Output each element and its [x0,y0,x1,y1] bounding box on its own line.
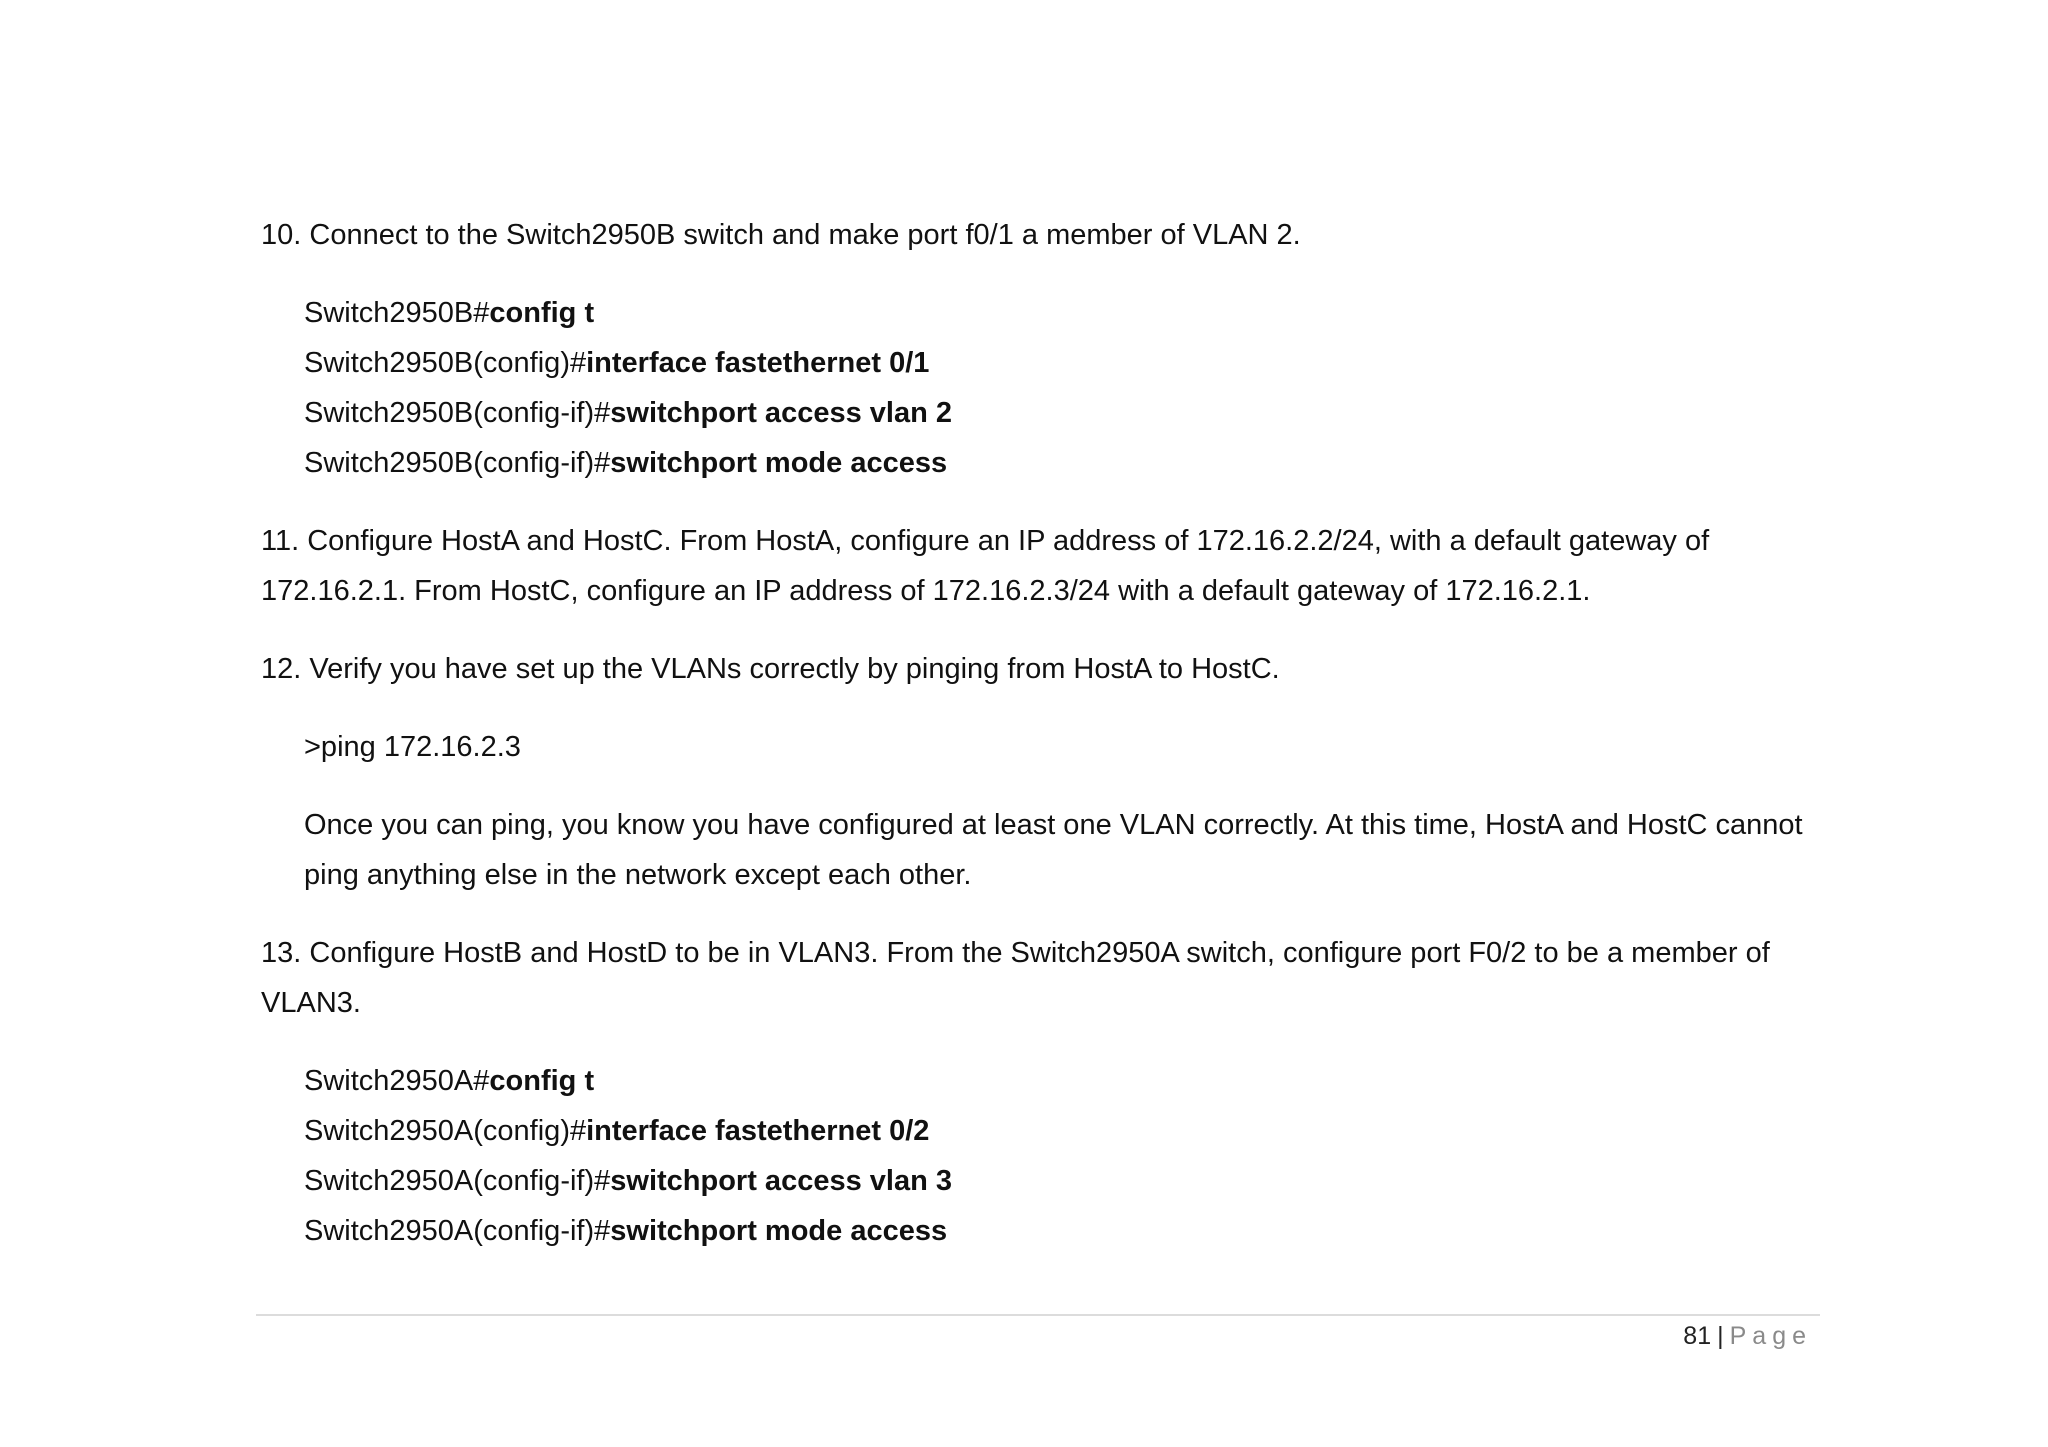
step-10-commands [261,288,1821,488]
page-footer [1683,1318,1812,1354]
step-11-line-1: 11. Configure HostA and HostC. From HostA, configure an IP address of 172.16.2.2/24, with a default gateway of [261,525,1710,557]
command-text: interface fastethernet 0/2 [586,1115,930,1147]
step-11-line-2: 172.16.2.1. From HostC, configure an IP address of 172.16.2.3/24 with a default gateway of 172.16.2.1. [261,575,1591,607]
command-line [304,288,1821,338]
command-line [304,438,1821,488]
command-text: config t [489,297,595,329]
step-12-note-line-1: Once you can ping, you know you have configured at least one VLAN correctly. At this time, HostA and HostC cannot [304,809,1803,841]
command-prompt: Switch2950B# [304,297,490,329]
command-text: switchport access vlan 2 [610,397,952,429]
command-prompt: Switch2950A(config)# [304,1115,587,1147]
step-12-note-line-2: ping anything else in the network except each other. [304,859,972,891]
step-13-line-2: VLAN3. [261,987,361,1019]
step-12-text: 12. Verify you have set up the VLANs correctly by pinging from HostA to HostC. [261,653,1280,685]
command-prompt: Switch2950B(config-if)# [304,447,611,479]
command-prompt: Switch2950A(config-if)# [304,1215,611,1247]
page-number: 81 [1683,1322,1712,1350]
footer-divider [256,1314,1820,1316]
step-12-note [261,800,1821,900]
command-prompt: Switch2950A# [304,1065,490,1097]
command-line [304,1056,1821,1106]
command-text: switchport mode access [610,447,948,479]
footer-separator: | [1717,1322,1724,1350]
command-line [304,1106,1821,1156]
page-label: Page [1729,1322,1812,1350]
command-text: switchport access vlan 3 [610,1165,952,1197]
command-line [304,388,1821,438]
step-11-text [261,516,1821,616]
ping-command: >ping 172.16.2.3 [304,731,521,763]
step-13-line-1: 13. Configure HostB and HostD to be in VLAN3. From the Switch2950A switch, configure port F0/2 to be a member of [261,937,1770,969]
command-line [304,1206,1821,1256]
step-13-commands [261,1056,1821,1256]
command-text: config t [489,1065,595,1097]
command-prompt: Switch2950B(config-if)# [304,397,611,429]
command-text: switchport mode access [610,1215,948,1247]
step-10-text: 10. Connect to the Switch2950B switch and make port f0/1 a member of VLAN 2. [261,219,1301,251]
command-line [304,338,1821,388]
page-content [261,210,1821,1284]
command-prompt: Switch2950B(config)# [304,347,587,379]
command-text: interface fastethernet 0/1 [586,347,930,379]
step-13-text [261,928,1821,1028]
command-line [304,1156,1821,1206]
command-prompt: Switch2950A(config-if)# [304,1165,611,1197]
